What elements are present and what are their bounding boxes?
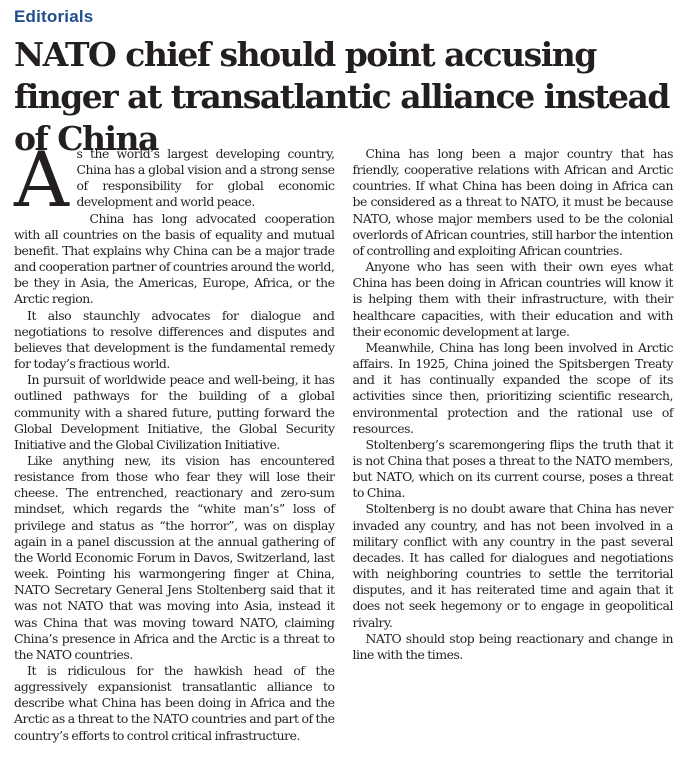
headline: NATO chief should point accusing finger at transatlantic alliance instead of China [14, 35, 670, 158]
paragraph: Stoltenberg is no doubt aware that China has never invaded any country, and has not been involved in a military conflict with any country in the past several decades. It has called for dialogues and negotiations with neighboring countries to settle the territorial disputes, and it has reiterated time and again that it does not seek hegemony or to engage in geopolitical rivalry. [352, 501, 673, 630]
article-body [14, 135, 673, 770]
paragraph [14, 135, 335, 224]
drop-cap: A [14, 135, 69, 224]
paragraph: NATO should stop being reactionary and change in line with the times. [352, 630, 673, 662]
section-label: Editorials [14, 7, 94, 26]
paragraph-text: s the world’s largest developing country, China has a global vision and a strong sense of responsibility for global economic development and world peace. [76, 146, 335, 210]
paragraph: Anyone who has seen with their own eyes what China has been doing in African countries will know it is helping them with their infrastructure, with their healthcare capacities, with their education and with their economic development at large. [352, 259, 673, 339]
paragraph: It also staunchly advocates for dialogue and negotiations to resolve differences and disputes and believes that development is the fundamental remedy for today’s fractious world. [14, 307, 335, 372]
paragraph: China has long advocated cooperation with all countries on the basis of equality and mutual benefit. That explains why China can be a major trade and cooperation partner of countries around the world, be they in Asia, the Americas, Europe, Africa, or the Arctic region. [14, 210, 335, 307]
paragraph: China has long been a major country that has friendly, cooperative relations with African and Arctic countries. If what China has been doing in Africa can be considered as a threat to NATO, it must be because NATO, whose major members used to be the colonial overlords of African countries, still harbor the intention of controlling and exploiting African countries. [352, 146, 673, 258]
paragraph: In pursuit of worldwide peace and well-being, it has outlined pathways for the building of a global community with a shared future, putting forward the Global Development Initiative, the Global Security Initiative and the Global Civilization Initiative. [14, 372, 335, 452]
paragraph: Stoltenberg’s scaremongering flips the truth that it is not China that poses a threat to the NATO members, but NATO, which on its current course, poses a threat to China. [352, 436, 673, 501]
paragraph: It is ridiculous for the hawkish head of the aggressively expansionist transatlantic alliance to describe what China has been doing in Africa and the Arctic as a threat to the NATO countries and part of the country’s efforts to control critical infrastructure. [14, 663, 335, 743]
paragraph: Meanwhile, China has long been involved in Arctic affairs. In 1925, China joined the Spitsbergen Treaty and it has continually expanded the scope of its activities since then, prioritizing scientific research, environmental protection and the rational use of resources. [352, 339, 673, 436]
paragraph: Like anything new, its vision has encountered resistance from those who fear they will lose their cheese. The entrenched, reactionary and zero-sum mindset, which regards the “white man’s” loss of privilege and status as “the horror”, was on display again in a panel discussion at the annual gathering of the World Economic Forum in Davos, Switzerland, last week. Pointing his warmongering finger at China, NATO Secretary General Jens Stoltenberg said that it was not NATO that was moving into Asia, instead it was China that was moving toward NATO, claiming China’s presence in Africa and the Arctic is a threat to the NATO countries. [14, 452, 335, 662]
